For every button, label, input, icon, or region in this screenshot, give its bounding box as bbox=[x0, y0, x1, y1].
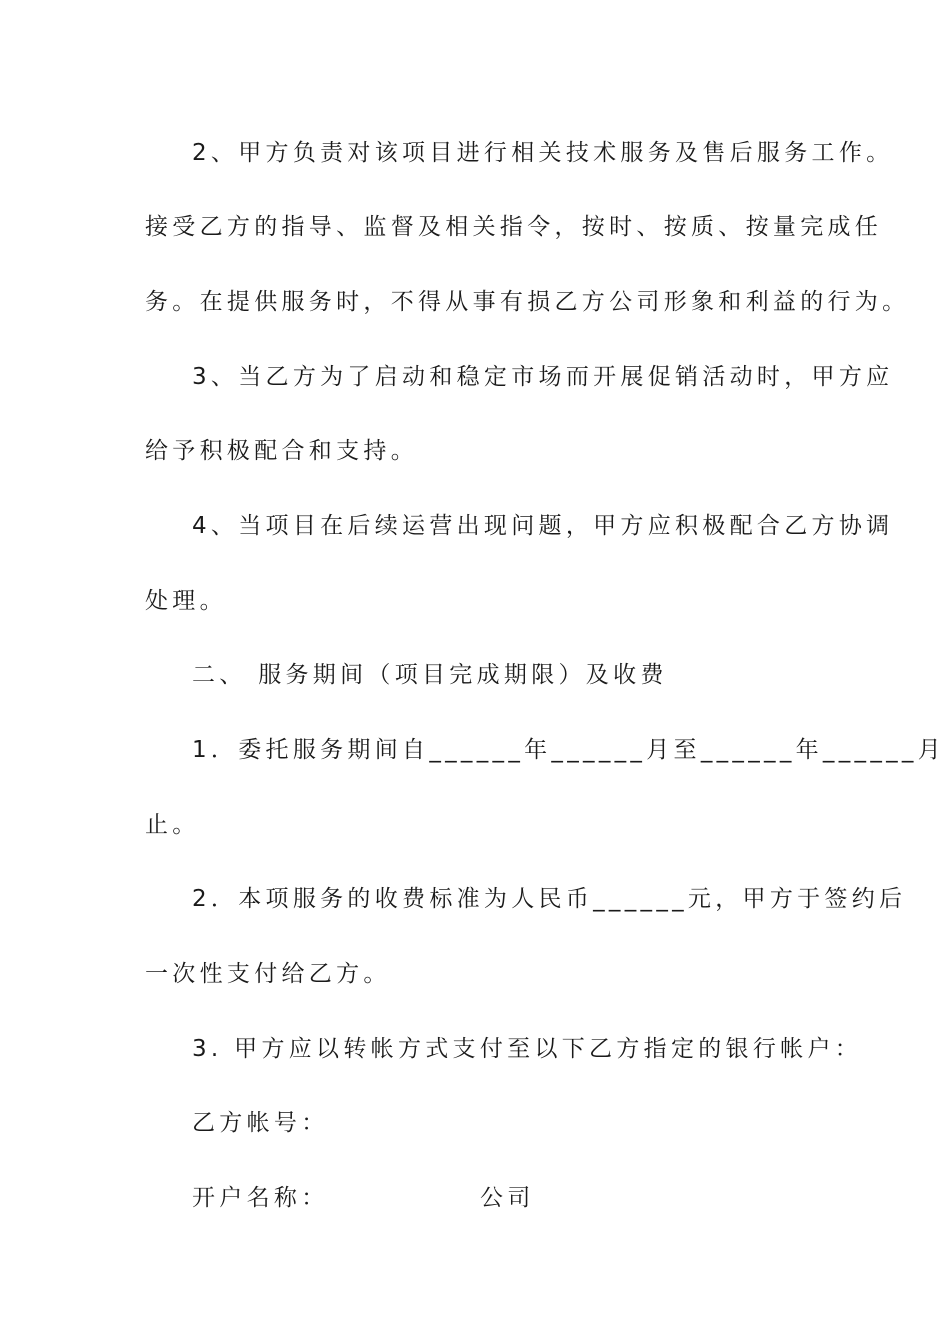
paragraph-line-12: 一次性支付给乙方。 bbox=[145, 961, 391, 987]
paragraph-line-7: 处理。 bbox=[145, 588, 227, 614]
paragraph-line-5: 给予积极配合和支持。 bbox=[145, 438, 418, 464]
paragraph-line-13: 3. 甲方应以转帐方式支付至以下乙方指定的银行帐户： bbox=[192, 1036, 863, 1062]
paragraph-line-2: 接受乙方的指导、监督及相关指令，按时、按质、按量完成任 bbox=[145, 214, 883, 240]
paragraph-line-10: 止。 bbox=[145, 812, 200, 838]
company-label: 公司 bbox=[480, 1185, 535, 1211]
paragraph-line-1: 2、甲方负责对该项目进行相关技术服务及售后服务工作。 bbox=[192, 140, 894, 166]
section-heading: 二、 服务期间（项目完成期限）及收费 bbox=[192, 662, 668, 688]
paragraph-line-6: 4、当项目在后续运营出现问题，甲方应积极配合乙方协调 bbox=[192, 513, 894, 539]
paragraph-line-9: 1．委托服务期间自______年______月至______年______月 bbox=[192, 737, 946, 763]
paragraph-line-3: 务。在提供服务时，不得从事有损乙方公司形象和利益的行为。 bbox=[145, 289, 910, 315]
account-number-label: 乙方帐号： bbox=[192, 1110, 329, 1136]
paragraph-line-4: 3、当乙方为了启动和稳定市场而开展促销活动时，甲方应 bbox=[192, 364, 894, 390]
paragraph-line-11: 2．本项服务的收费标准为人民币______元，甲方于签约后 bbox=[192, 886, 907, 912]
account-name-label: 开户名称： bbox=[192, 1185, 329, 1211]
